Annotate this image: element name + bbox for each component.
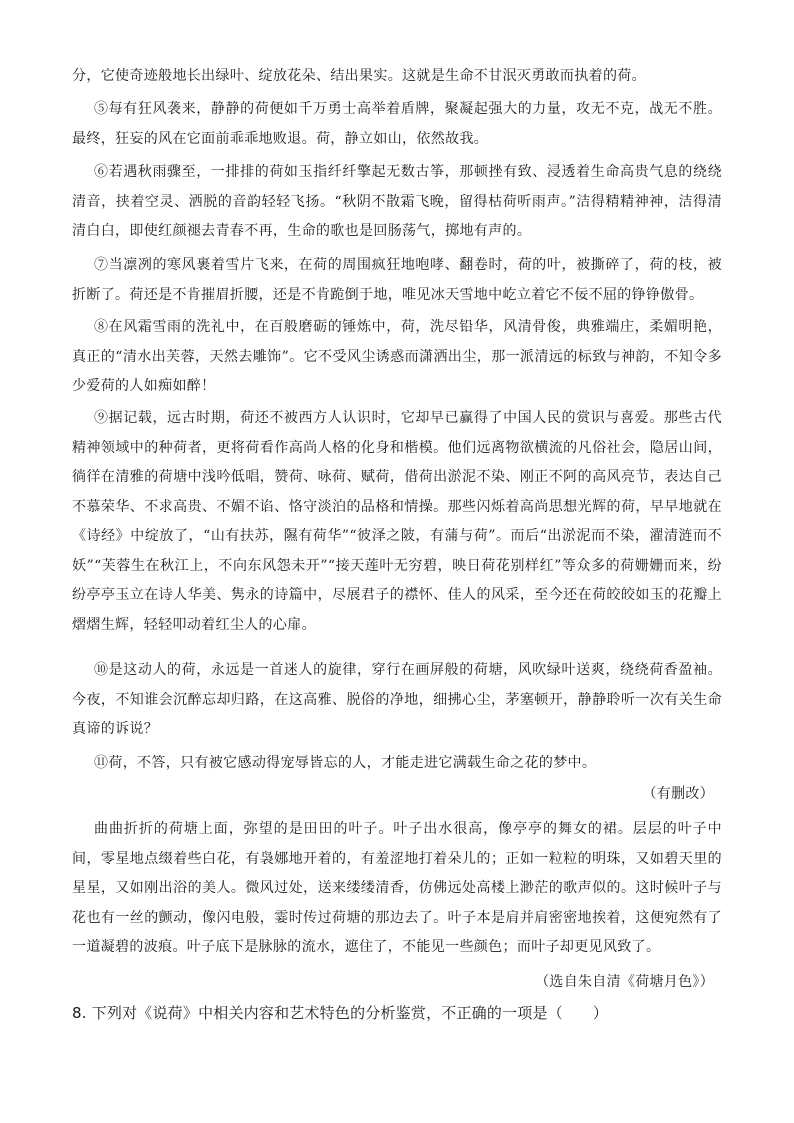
source-attribution: （选自朱自清《荷塘月色》） — [535, 974, 714, 990]
paragraph-7: ⑦当凛冽的寒风裹着雪片飞来，在荷的周围疯狂地咆哮、翻卷时，荷的叶，被撕碎了，荷的枝，被折断了。荷还是不肯摧眉折腰，还是不肯跪倒于地，唯见冰天雪地中屹立着它不佞不屈的铮铮傲骨。 — [72, 257, 722, 303]
source-note: （有删改） — [642, 786, 714, 802]
paragraph-5: ⑤每有狂风袭来，静静的荷便如千万勇士高举着盾牌，聚凝起强大的力量，攻无不克，战无不胜。最终，狂妄的风在它面前乖乖地败退。荷，静立如山，依然故我。 — [72, 101, 722, 147]
question-8-close: ） — [592, 1004, 609, 1022]
paragraph-continued: 分，它使奇迹般地长出绿叶、绽放花朵、结出果实。这就是生命不甘泯灭勇敢而执着的荷。 — [72, 68, 646, 84]
paragraph-11: ⑪荷，不答，只有被它感动得宠辱皆忘的人，才能走进它满载生命之花的梦中。 — [94, 755, 597, 771]
paragraph-8: ⑧在风霜雪雨的洗礼中，在百般磨砺的锤炼中，荷，洗尽铅华，风清骨俊，典雅端庄，柔媚明艳，真正的“清水出芙蓉，天然去雕饰”。它不受风尘诱惑而潇洒出尘，那一派清远的标致与神韵，不知令多少爱荷的人如痴如醉！ — [72, 319, 722, 394]
paragraph-9: ⑨据记载，远古时期，荷还不被西方人认识时，它却早已赢得了中国人民的赏识与喜爱。那些古代精神领域中的种荷者，更将荷看作高尚人格的化身和楷模。他们远离物欲横流的凡俗社会，隐居山间，徜徉在清雅的荷塘中浅吟低唱，赞荷、咏荷、赋荷，借荷出淤泥不染、刚正不阿的高风亮节，表达自己不慕荣华、不求高贵、不媚不谄、恪守淡泊的品格和情操。那些闪烁着高尚思想光辉的荷，早早地就在《诗经》中绽放了，“山有扶苏，隰有荷华”“彼泽之陂，有蒲与荷”。而后“出淤泥而不染，濯清涟而不妖”“芙蓉生在秋江上，不向东风怨未开”“接天莲叶无穷碧，映日荷花别样红”等众多的荷姗姗而来，纷纷亭亭玉立在诗人华美、隽永的诗篇中，尽展君子的襟怀、佳人的风采，至今还在荷皎皎如玉的花瓣上熠熠生辉，轻轻叩动着红尘人的心扉。 — [72, 410, 722, 633]
question-8 — [72, 1002, 722, 1024]
question-8-text: 8. 下列对《说荷》中相关内容和艺术特色的分析鉴赏，不正确的一项是（ — [72, 1004, 563, 1022]
paragraph-10: ⑩是这动人的荷，永远是一首迷人的旋律，穿行在画屏般的荷塘，风吹绿叶送爽，绕绕荷香盈袖。今夜，不知谁会沉醉忘却归路，在这高雅、脱俗的净地，细拂心尘，茅塞顿开，静静聆听一次有关生命真谛的诉说？ — [72, 662, 722, 737]
paragraph-6: ⑥若遇秋雨骤至，一排排的荷如玉指纤纤擎起无数古筝，那顿挫有致、浸透着生命高贵气息的绕绕清音，挟着空灵、洒脱的音韵轻轻飞扬。“秋阴不散霜飞晚，留得枯荷听雨声。”洁得精精神神，洁得清清白白，即使红颜褪去青春不再，生命的歌也是回肠荡气，掷地有声的。 — [72, 164, 722, 239]
paragraph-moonlight: 曲曲折折的荷塘上面，弥望的是田田的叶子。叶子出水很高，像亭亭的舞女的裙。层层的叶子中间，零星地点缀着些白花，有袅娜地开着的，有羞涩地打着朵儿的；正如一粒粒的明珠，又如碧天里的星星，又如刚出浴的美人。微风过处，送来缕缕清香，仿佛远处高楼上渺茫的歌声似的。这时候叶子与花也有一丝的颤动，像闪电般，霎时传过荷塘的那边去了。叶子本是肩并肩密密地挨着，这便宛然有了一道凝碧的波痕。叶子底下是脉脉的流水，遮住了，不能见一些颜色；而叶子却更见风致了。 — [72, 821, 722, 955]
